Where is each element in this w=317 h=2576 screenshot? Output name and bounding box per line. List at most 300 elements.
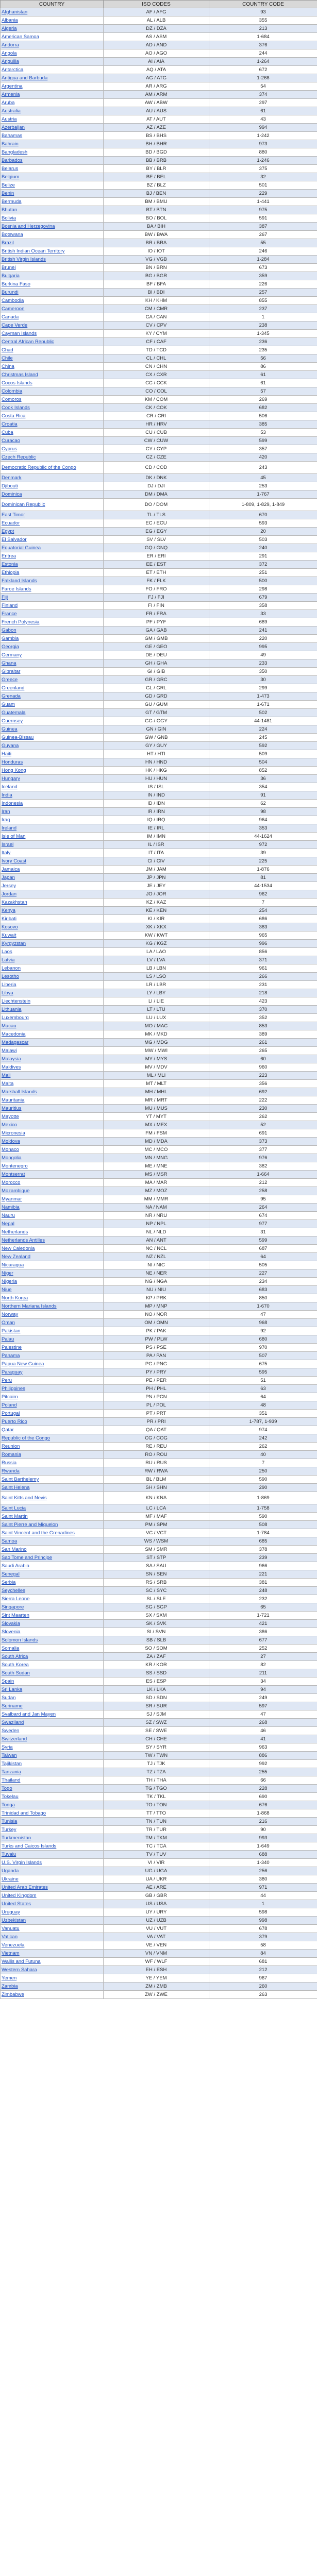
- table-row: [1, 1834, 317, 1842]
- country-link[interactable]: Christmas Island: [1, 371, 104, 379]
- country-link[interactable]: Paraguay: [1, 1368, 104, 1377]
- country-link[interactable]: Papua New Guinea: [1, 1360, 104, 1368]
- iso-codes-cell: RO / ROU: [104, 1451, 209, 1459]
- country-link[interactable]: Liberia: [1, 981, 104, 989]
- country-link[interactable]: Egypt: [1, 528, 104, 536]
- country-code-cell: 502: [209, 709, 317, 717]
- country-code-cell: 227: [209, 1269, 317, 1278]
- country-link[interactable]: Sierra Leone: [1, 1595, 104, 1603]
- country-link[interactable]: Swaziland: [1, 1719, 104, 1727]
- iso-codes-cell: IT / ITA: [104, 849, 209, 857]
- country-link[interactable]: Fiji: [1, 594, 104, 602]
- country-link[interactable]: Malaysia: [1, 1055, 104, 1063]
- country-link[interactable]: Switzerland: [1, 1735, 104, 1743]
- table-row: [1, 1055, 317, 1063]
- country-link[interactable]: United Arab Emirates: [1, 1884, 104, 1892]
- country-link[interactable]: Australia: [1, 107, 104, 115]
- country-link[interactable]: Costa Rica: [1, 412, 104, 420]
- country-link[interactable]: Austria: [1, 115, 104, 124]
- country-link[interactable]: Reunion: [1, 1443, 104, 1451]
- country-link[interactable]: Haiti: [1, 750, 104, 758]
- country-link[interactable]: San Marino: [1, 1546, 104, 1554]
- country-link[interactable]: Guam: [1, 701, 104, 709]
- table-row: [1, 931, 317, 940]
- country-link[interactable]: Zambia: [1, 1982, 104, 1991]
- country-link[interactable]: Ivory Coast: [1, 857, 104, 866]
- country-link[interactable]: Equatorial Guinea: [1, 544, 104, 552]
- country-code-cell: 963: [209, 1743, 317, 1752]
- country-link[interactable]: Antigua and Barbuda: [1, 74, 104, 82]
- country-link[interactable]: Western Sahara: [1, 1966, 104, 1974]
- country-link[interactable]: Venezuela: [1, 1941, 104, 1950]
- country-link[interactable]: Laos: [1, 948, 104, 956]
- country-link[interactable]: Azerbaijan: [1, 124, 104, 132]
- country-link[interactable]: Wallis and Futuna: [1, 1958, 104, 1966]
- country-link[interactable]: Palau: [1, 1335, 104, 1344]
- country-link[interactable]: Guinea: [1, 725, 104, 734]
- country-link[interactable]: Bahrain: [1, 140, 104, 148]
- country-link[interactable]: Monaco: [1, 1146, 104, 1154]
- country-link[interactable]: Bosnia and Herzegovina: [1, 223, 104, 231]
- table-row: [1, 1269, 317, 1278]
- country-link[interactable]: Cambodia: [1, 297, 104, 305]
- country-link[interactable]: India: [1, 791, 104, 800]
- country-link[interactable]: Mauritania: [1, 1096, 104, 1105]
- country-link[interactable]: New Caledonia: [1, 1245, 104, 1253]
- country-link[interactable]: Seychelles: [1, 1587, 104, 1595]
- country-link[interactable]: Macedonia: [1, 1030, 104, 1039]
- country-link[interactable]: Barbados: [1, 157, 104, 165]
- country-link[interactable]: Grenada: [1, 692, 104, 701]
- country-code-cell: 218: [209, 989, 317, 997]
- country-link[interactable]: Peru: [1, 1377, 104, 1385]
- table-row: [1, 767, 317, 775]
- country-link[interactable]: Greece: [1, 676, 104, 684]
- country-link[interactable]: Afghanistan: [1, 8, 104, 16]
- country-link[interactable]: Uganda: [1, 1867, 104, 1875]
- country-link[interactable]: Turkey: [1, 1826, 104, 1834]
- country-link[interactable]: Lesotho: [1, 973, 104, 981]
- country-code-cell: 33: [209, 610, 317, 618]
- iso-codes-cell: MD / MDA: [104, 1138, 209, 1146]
- country-link[interactable]: Armenia: [1, 91, 104, 99]
- country-link[interactable]: Yemen: [1, 1974, 104, 1982]
- country-link[interactable]: Burkina Faso: [1, 280, 104, 289]
- country-code-cell: 681: [209, 1958, 317, 1966]
- country-link[interactable]: New Zealand: [1, 1253, 104, 1261]
- country-link[interactable]: French Polynesia: [1, 618, 104, 626]
- country-link[interactable]: United Kingdom: [1, 1892, 104, 1900]
- iso-codes-cell: CW / CUW: [104, 437, 209, 445]
- country-link[interactable]: North Korea: [1, 1294, 104, 1302]
- country-link[interactable]: Gabon: [1, 626, 104, 635]
- country-link[interactable]: Guatemala: [1, 709, 104, 717]
- country-link[interactable]: Angola: [1, 49, 104, 58]
- country-link[interactable]: Portugal: [1, 1410, 104, 1418]
- country-link[interactable]: Brazil: [1, 239, 104, 247]
- country-link[interactable]: Kuwait: [1, 931, 104, 940]
- country-link[interactable]: Liechtenstein: [1, 997, 104, 1006]
- country-link[interactable]: Vanuatu: [1, 1925, 104, 1933]
- country-link[interactable]: Cyprus: [1, 445, 104, 453]
- country-link[interactable]: Antarctica: [1, 66, 104, 74]
- country-link[interactable]: Singapore: [1, 1603, 104, 1612]
- country-link[interactable]: Denmark: [1, 474, 104, 482]
- country-link[interactable]: Cuba: [1, 429, 104, 437]
- country-link[interactable]: El Salvador: [1, 536, 104, 544]
- table-row: [1, 1088, 317, 1096]
- country-link[interactable]: Panama: [1, 1352, 104, 1360]
- country-link[interactable]: Chad: [1, 346, 104, 354]
- country-link[interactable]: American Samoa: [1, 33, 104, 41]
- country-link[interactable]: Qatar: [1, 1426, 104, 1434]
- country-link[interactable]: Samoa: [1, 1537, 104, 1546]
- country-link[interactable]: Mongolia: [1, 1154, 104, 1162]
- country-link[interactable]: Trinidad and Tobago: [1, 1809, 104, 1818]
- iso-codes-cell: EC / ECU: [104, 519, 209, 528]
- country-link[interactable]: Italy: [1, 849, 104, 857]
- country-link[interactable]: Guyana: [1, 742, 104, 750]
- country-link[interactable]: Botswana: [1, 231, 104, 239]
- country-link[interactable]: Cameroon: [1, 305, 104, 313]
- country-link[interactable]: Mayotte: [1, 1113, 104, 1121]
- country-link[interactable]: Canada: [1, 313, 104, 321]
- country-link[interactable]: Taiwan: [1, 1752, 104, 1760]
- country-link[interactable]: Falkland Islands: [1, 577, 104, 585]
- table-row: [1, 1212, 317, 1220]
- country-link[interactable]: Benin: [1, 190, 104, 198]
- country-link[interactable]: Bangladesh: [1, 148, 104, 157]
- country-link[interactable]: Philippines: [1, 1385, 104, 1393]
- country-link[interactable]: Czech Republic: [1, 453, 104, 462]
- country-link[interactable]: Pitcairn: [1, 1393, 104, 1401]
- country-link[interactable]: Cape Verde: [1, 321, 104, 330]
- country-link[interactable]: Zimbabwe: [1, 1991, 104, 1999]
- country-link[interactable]: Netherlands Antilles: [1, 1236, 104, 1245]
- country-link[interactable]: Belize: [1, 181, 104, 190]
- country-link[interactable]: Saint Helena: [1, 1484, 104, 1492]
- country-link[interactable]: Macau: [1, 1022, 104, 1030]
- table-row: [1, 1694, 317, 1702]
- country-link[interactable]: Anguilla: [1, 58, 104, 66]
- country-link[interactable]: Myanmar: [1, 1195, 104, 1204]
- country-link[interactable]: Vietnam: [1, 1950, 104, 1958]
- country-link[interactable]: Nepal: [1, 1220, 104, 1228]
- country-link[interactable]: Lebanon: [1, 964, 104, 973]
- country-link[interactable]: Saint Barthelemy: [1, 1476, 104, 1484]
- iso-codes-cell: SJ / SJM: [104, 1710, 209, 1719]
- country-link[interactable]: Solomon Islands: [1, 1636, 104, 1645]
- country-link[interactable]: Lithuania: [1, 1006, 104, 1014]
- country-link[interactable]: Israel: [1, 841, 104, 849]
- country-link[interactable]: Saint Pierre and Miquelon: [1, 1521, 104, 1529]
- country-link[interactable]: Finland: [1, 602, 104, 610]
- country-code-cell: 886: [209, 1752, 317, 1760]
- country-link[interactable]: Tonga: [1, 1801, 104, 1809]
- country-link[interactable]: Algeria: [1, 25, 104, 33]
- country-link[interactable]: Croatia: [1, 420, 104, 429]
- country-link[interactable]: Morocco: [1, 1179, 104, 1187]
- country-link[interactable]: Cocos Islands: [1, 379, 104, 387]
- country-link[interactable]: Pakistan: [1, 1327, 104, 1335]
- country-link[interactable]: Tanzania: [1, 1768, 104, 1776]
- country-link[interactable]: Germany: [1, 651, 104, 659]
- country-code-cell: 51: [209, 1377, 317, 1385]
- country-link[interactable]: Tunisia: [1, 1818, 104, 1826]
- country-link[interactable]: Turks and Caicos Islands: [1, 1842, 104, 1851]
- country-link[interactable]: Mali: [1, 1072, 104, 1080]
- country-link[interactable]: Luxembourg: [1, 1014, 104, 1022]
- country-link[interactable]: Cayman Islands: [1, 330, 104, 338]
- iso-codes-cell: GM / GMB: [104, 635, 209, 643]
- country-link[interactable]: Montserrat: [1, 1171, 104, 1179]
- country-link[interactable]: Jordan: [1, 890, 104, 899]
- country-link[interactable]: Estonia: [1, 561, 104, 569]
- country-link[interactable]: Oman: [1, 1319, 104, 1327]
- country-link[interactable]: Guernsey: [1, 717, 104, 725]
- country-link[interactable]: Faroe Islands: [1, 585, 104, 594]
- country-link[interactable]: Ethiopia: [1, 569, 104, 577]
- country-link[interactable]: Argentina: [1, 82, 104, 91]
- country-link[interactable]: East Timor: [1, 511, 104, 519]
- country-link[interactable]: Libya: [1, 989, 104, 997]
- country-link[interactable]: Mauritius: [1, 1105, 104, 1113]
- country-link[interactable]: Japan: [1, 874, 104, 882]
- iso-codes-cell: MG / MDG: [104, 1039, 209, 1047]
- country-link[interactable]: Gambia: [1, 635, 104, 643]
- country-link[interactable]: Belarus: [1, 165, 104, 173]
- country-link[interactable]: South Korea: [1, 1661, 104, 1669]
- country-link[interactable]: Hungary: [1, 775, 104, 783]
- table-row: [1, 1459, 317, 1467]
- country-link[interactable]: Tajikistan: [1, 1760, 104, 1768]
- iso-codes-cell: PH / PHL: [104, 1385, 209, 1393]
- country-link[interactable]: Saint Lucia: [1, 1504, 104, 1513]
- country-link[interactable]: Sao Tome and Principe: [1, 1554, 104, 1562]
- country-link[interactable]: Palestine: [1, 1344, 104, 1352]
- table-row: [1, 396, 317, 404]
- country-link[interactable]: Curacao: [1, 437, 104, 445]
- country-link[interactable]: Ukraine: [1, 1875, 104, 1884]
- country-link[interactable]: Madagascar: [1, 1039, 104, 1047]
- table-row: [1, 1179, 317, 1187]
- country-link[interactable]: Eritrea: [1, 552, 104, 561]
- country-link[interactable]: Slovakia: [1, 1620, 104, 1628]
- country-link[interactable]: Saudi Arabia: [1, 1562, 104, 1570]
- country-code-cell: 55: [209, 239, 317, 247]
- country-code-cell: 375: [209, 165, 317, 173]
- country-link[interactable]: Tuvalu: [1, 1851, 104, 1859]
- country-link[interactable]: Malta: [1, 1080, 104, 1088]
- country-link[interactable]: Sweden: [1, 1727, 104, 1735]
- table-row: [1, 412, 317, 420]
- country-link[interactable]: Jersey: [1, 882, 104, 890]
- country-code-cell: 1-721: [209, 1612, 317, 1620]
- country-link[interactable]: Colombia: [1, 387, 104, 396]
- country-link[interactable]: Uzbekistan: [1, 1917, 104, 1925]
- table-row: [1, 1228, 317, 1236]
- iso-codes-cell: FI / FIN: [104, 602, 209, 610]
- iso-codes-cell: CC / CCK: [104, 379, 209, 387]
- country-link[interactable]: Nauru: [1, 1212, 104, 1220]
- country-link[interactable]: Poland: [1, 1401, 104, 1410]
- country-link[interactable]: Kyrgyzstan: [1, 940, 104, 948]
- country-code-cell: 82: [209, 1661, 317, 1669]
- iso-codes-cell: ST / STP: [104, 1554, 209, 1562]
- country-code-cell: 230: [209, 1105, 317, 1113]
- table-row: [1, 1809, 317, 1818]
- table-row: [1, 272, 317, 280]
- country-link[interactable]: Dominica: [1, 490, 104, 499]
- country-link[interactable]: Somalia: [1, 1645, 104, 1653]
- country-link[interactable]: Jamaica: [1, 866, 104, 874]
- iso-codes-cell: UA / UKR: [104, 1875, 209, 1884]
- country-link[interactable]: Serbia: [1, 1579, 104, 1587]
- table-row: [1, 973, 317, 981]
- country-link[interactable]: Andorra: [1, 41, 104, 49]
- country-link[interactable]: Mozambique: [1, 1187, 104, 1195]
- country-link[interactable]: Togo: [1, 1785, 104, 1793]
- country-link[interactable]: British Indian Ocean Territory: [1, 247, 104, 256]
- country-link[interactable]: Georgia: [1, 643, 104, 651]
- country-link[interactable]: Puerto Rico: [1, 1418, 104, 1426]
- country-link[interactable]: Kiribati: [1, 915, 104, 923]
- country-code-cell: 421: [209, 1620, 317, 1628]
- country-link[interactable]: Bhutan: [1, 206, 104, 214]
- country-link[interactable]: Namibia: [1, 1204, 104, 1212]
- country-link[interactable]: Comoros: [1, 396, 104, 404]
- country-link[interactable]: Bermuda: [1, 198, 104, 206]
- country-link[interactable]: Djibouti: [1, 482, 104, 490]
- country-link[interactable]: Kenya: [1, 907, 104, 915]
- country-link[interactable]: Kazakhstan: [1, 899, 104, 907]
- country-link[interactable]: Sudan: [1, 1694, 104, 1702]
- country-link[interactable]: Marshall Islands: [1, 1088, 104, 1096]
- iso-codes-cell: GY / GUY: [104, 742, 209, 750]
- country-code-cell: 65: [209, 1603, 317, 1612]
- country-link[interactable]: Romania: [1, 1451, 104, 1459]
- country-link[interactable]: Bulgaria: [1, 272, 104, 280]
- table-row: [1, 1171, 317, 1179]
- country-link[interactable]: Saint Vincent and the Grenadines: [1, 1529, 104, 1537]
- table-row: [1, 783, 317, 791]
- country-link[interactable]: British Virgin Islands: [1, 256, 104, 264]
- iso-codes-cell: LB / LBN: [104, 964, 209, 973]
- country-link[interactable]: Iraq: [1, 816, 104, 824]
- country-code-cell: 970: [209, 1344, 317, 1352]
- country-link[interactable]: Iceland: [1, 783, 104, 791]
- country-link[interactable]: Syria: [1, 1743, 104, 1752]
- country-link[interactable]: Bahamas: [1, 132, 104, 140]
- iso-codes-cell: SE / SWE: [104, 1727, 209, 1735]
- country-link[interactable]: Thailand: [1, 1776, 104, 1785]
- country-link[interactable]: Gibraltar: [1, 668, 104, 676]
- country-code-cell: 63: [209, 1385, 317, 1393]
- country-link[interactable]: Niger: [1, 1269, 104, 1278]
- country-link[interactable]: Democratic Republic of the Congo: [1, 462, 104, 474]
- country-link[interactable]: Sri Lanka: [1, 1686, 104, 1694]
- country-link[interactable]: Svalbard and Jan Mayen: [1, 1710, 104, 1719]
- country-link[interactable]: Ghana: [1, 659, 104, 668]
- country-link[interactable]: Saint Martin: [1, 1513, 104, 1521]
- country-link[interactable]: Brunei: [1, 264, 104, 272]
- country-code-cell: 291: [209, 552, 317, 561]
- country-link[interactable]: Nigeria: [1, 1278, 104, 1286]
- country-link[interactable]: Norway: [1, 1311, 104, 1319]
- country-link[interactable]: Ecuador: [1, 519, 104, 528]
- country-link[interactable]: Bolivia: [1, 214, 104, 223]
- country-code-cell: 90: [209, 1826, 317, 1834]
- country-link[interactable]: Latvia: [1, 956, 104, 964]
- country-link[interactable]: Iran: [1, 808, 104, 816]
- table-row: [1, 659, 317, 668]
- country-link[interactable]: Senegal: [1, 1570, 104, 1579]
- country-link[interactable]: Honduras: [1, 758, 104, 767]
- country-link[interactable]: Kosovo: [1, 923, 104, 931]
- country-link[interactable]: U.S. Virgin Islands: [1, 1859, 104, 1867]
- country-link[interactable]: Chile: [1, 354, 104, 363]
- country-link[interactable]: South Africa: [1, 1653, 104, 1661]
- country-code-cell: 974: [209, 1426, 317, 1434]
- country-link[interactable]: Dominican Republic: [1, 499, 104, 511]
- country-link[interactable]: Northern Mariana Islands: [1, 1302, 104, 1311]
- country-link[interactable]: Russia: [1, 1459, 104, 1467]
- country-link[interactable]: Micronesia: [1, 1129, 104, 1138]
- country-link[interactable]: Maldives: [1, 1063, 104, 1072]
- country-link[interactable]: Montenegro: [1, 1162, 104, 1171]
- country-link[interactable]: Nicaragua: [1, 1261, 104, 1269]
- country-link[interactable]: Guinea-Bissau: [1, 734, 104, 742]
- country-link[interactable]: Aruba: [1, 99, 104, 107]
- country-link[interactable]: Belgium: [1, 173, 104, 181]
- country-code-cell: 680: [209, 1335, 317, 1344]
- country-link[interactable]: Tokelau: [1, 1793, 104, 1801]
- iso-codes-cell: BL / BLM: [104, 1476, 209, 1484]
- country-link[interactable]: Cook Islands: [1, 404, 104, 412]
- country-link[interactable]: Niue: [1, 1286, 104, 1294]
- country-link[interactable]: Vatican: [1, 1933, 104, 1941]
- country-link[interactable]: Albania: [1, 16, 104, 25]
- country-link[interactable]: Greenland: [1, 684, 104, 692]
- country-link[interactable]: Ireland: [1, 824, 104, 833]
- iso-codes-cell: VI / VIR: [104, 1859, 209, 1867]
- country-link[interactable]: United States: [1, 1900, 104, 1908]
- country-link[interactable]: Suriname: [1, 1702, 104, 1710]
- country-link[interactable]: Uruguay: [1, 1908, 104, 1917]
- country-link[interactable]: France: [1, 610, 104, 618]
- country-link[interactable]: Malawi: [1, 1047, 104, 1055]
- country-link[interactable]: Moldova: [1, 1138, 104, 1146]
- country-link[interactable]: Republic of the Congo: [1, 1434, 104, 1443]
- table-row: [1, 1187, 317, 1195]
- country-link[interactable]: Central African Republic: [1, 338, 104, 346]
- country-link[interactable]: Isle of Man: [1, 833, 104, 841]
- country-link[interactable]: Saint Kitts and Nevis: [1, 1492, 104, 1504]
- country-link[interactable]: South Sudan: [1, 1669, 104, 1677]
- country-link[interactable]: China: [1, 363, 104, 371]
- country-link[interactable]: Mexico: [1, 1121, 104, 1129]
- country-link[interactable]: Sint Maarten: [1, 1612, 104, 1620]
- country-link[interactable]: Turkmenistan: [1, 1834, 104, 1842]
- country-link[interactable]: Netherlands: [1, 1228, 104, 1236]
- country-link[interactable]: Hong Kong: [1, 767, 104, 775]
- country-link[interactable]: Indonesia: [1, 800, 104, 808]
- country-link[interactable]: Burundi: [1, 289, 104, 297]
- country-link[interactable]: Slovenia: [1, 1628, 104, 1636]
- country-link[interactable]: Rwanda: [1, 1467, 104, 1476]
- country-link[interactable]: Spain: [1, 1677, 104, 1686]
- country-code-cell: 64: [209, 1253, 317, 1261]
